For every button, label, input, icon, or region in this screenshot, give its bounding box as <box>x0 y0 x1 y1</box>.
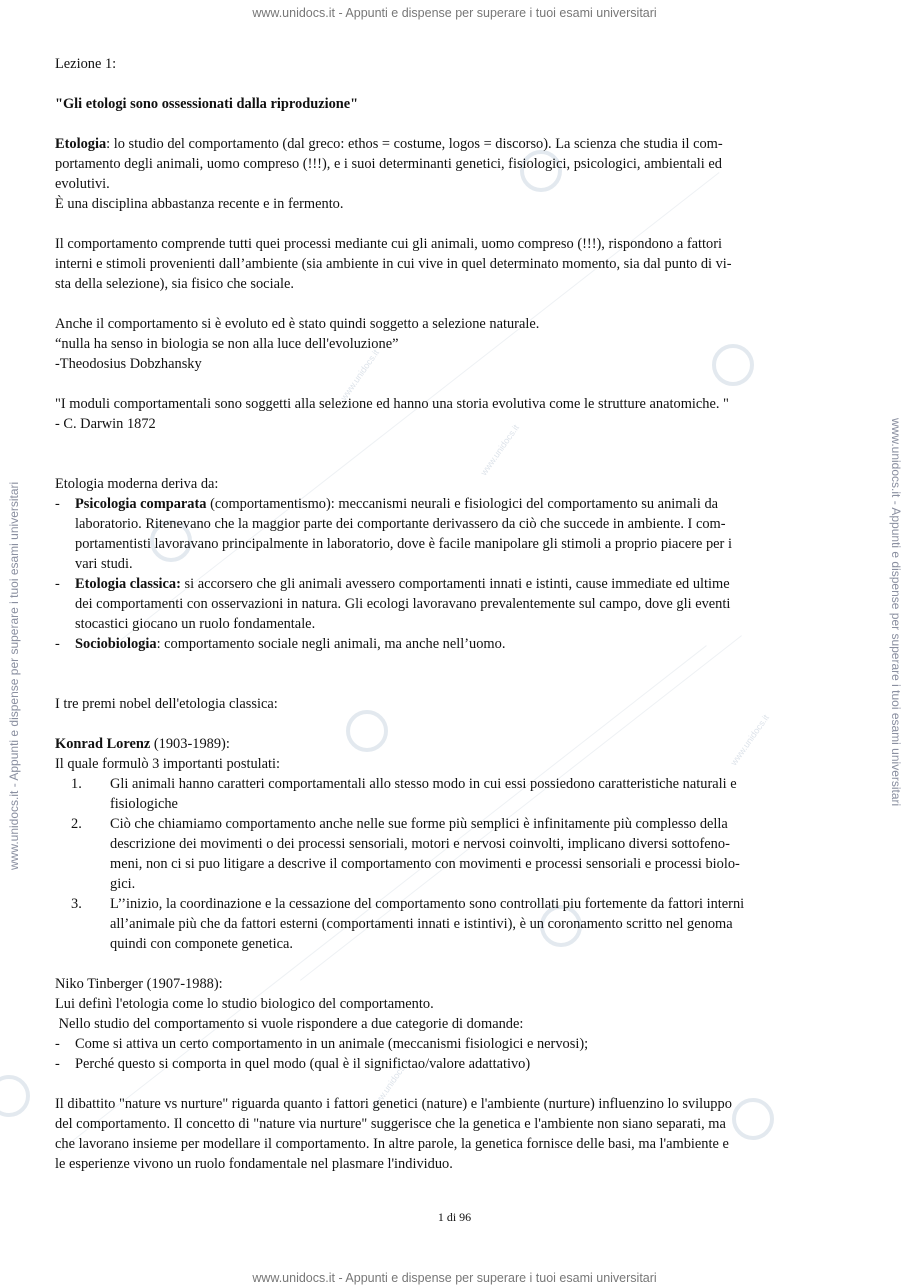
behaviour-text: Il comportamento comprende tutti quei processi mediante cui gli animali, uomo compreso (!!!), rispondono a fattori <box>55 236 722 252</box>
postulate-text: L’’inizio, la coordinazione e la cessazione del comportamento sono controllati piu fortemente da fattori interni <box>110 896 745 912</box>
term-psicologia-comparata: Psicologia comparata <box>75 496 207 512</box>
intro-text: È una disciplina abbastanza recente e in fermento. <box>55 196 344 212</box>
lorenz-intro: Il quale formulò 3 importanti postulati: <box>55 756 281 772</box>
lesson-label: Lezione 1: <box>55 56 117 72</box>
modern-intro: Etologia moderna deriva da: <box>55 476 219 492</box>
intro-text: portamento degli animali, uomo compreso (!!!), e i suoi determinanti genetici, fisiologici, psicologici, ambientali ed <box>55 156 722 172</box>
tinbergen-heading: Niko Tinberger (1907-1988): <box>55 976 223 992</box>
numbered-item-3 <box>55 894 855 954</box>
tinbergen-section <box>55 974 855 1074</box>
term-sociobiologia: Sociobiologia <box>75 636 157 652</box>
lesson-title <box>55 94 855 114</box>
darwin-quote: "I moduli comportamentali sono soggetti alla selezione ed hanno una storia evolutiva come le strutture anatomiche. " <box>55 396 729 412</box>
lorenz-section <box>55 734 855 954</box>
dash-bullet: - <box>55 1036 60 1052</box>
watermark-ghost-text: www.unidocs.it <box>338 347 381 403</box>
evolution-paragraph <box>55 314 855 374</box>
watermark-top: www.unidocs.it - Appunti e dispense per superare i tuoi esami universitari <box>252 6 657 20</box>
tinbergen-text: Nello studio del comportamento si vuole rispondere a due categorie di domande: <box>55 1016 524 1032</box>
lorenz-name: Konrad Lorenz <box>55 736 151 752</box>
darwin-quote-block <box>55 394 855 434</box>
postulate-text: Ciò che chiamiamo comportamento anche nelle sue forme più semplici è infinitamente più complesso della <box>110 816 728 832</box>
watermark-bottom: www.unidocs.it - Appunti e dispense per superare i tuoi esami universitari <box>252 1271 657 1285</box>
document-page <box>55 54 855 1174</box>
watermark-ghost-text: www.unidocs.it <box>368 1057 411 1113</box>
postulate-text: meni, non ci si puo litigare a descrive il comportamento con movimenti e processi sensoriali e processi biolo- <box>110 856 740 872</box>
evolution-text: Anche il comportamento si è evoluto ed è stato quindi soggetto a selezione naturale. <box>55 316 540 332</box>
question-text: Perché questo si comporta in quel modo (qual è il significtao/valore adattativo) <box>75 1056 531 1072</box>
bullet-text: (comportamentismo): meccanismi neurali e fisiologici del comportamento su animali da <box>206 496 719 512</box>
list-item-sociobiologia <box>55 634 855 654</box>
dash-bullet: - <box>55 1056 60 1072</box>
item-number: 1. <box>71 776 82 792</box>
lorenz-dates: (1903-1989): <box>150 736 230 752</box>
intro-paragraph <box>55 134 855 214</box>
postulate-text: descrizione dei movimenti o dei processi sensoriali, motori e nervosi coinvolti, implicano diversi sottofeno- <box>110 836 730 852</box>
nature-text: le esperienze vivono un ruolo fondamentale nel plasmare l'individuo. <box>55 1156 453 1172</box>
list-item-etologia-classica <box>55 574 855 634</box>
bullet-text: : comportamento sociale negli animali, ma anche nell’uomo. <box>156 636 506 652</box>
term-etologia-classica: Etologia classica: <box>75 576 181 592</box>
nature-text: Il dibattito "nature vs nurture" riguarda quanto i fattori genetici (nature) e l'ambiente (nurture) influenzino lo sviluppo <box>55 1096 732 1112</box>
bullet-text: stocastici giocano un ruolo fondamentale. <box>75 616 316 632</box>
postulate-text: fisiologiche <box>110 796 178 812</box>
postulate-text: Gli animali hanno caratteri comportamentali allo stesso modo in cui essi possiedono caratteristiche naturali e <box>110 776 737 792</box>
watermark-logo-icon <box>0 1075 30 1117</box>
item-number: 2. <box>71 816 82 832</box>
list-item-question-1 <box>55 1034 855 1054</box>
darwin-author: - C. Darwin 1872 <box>55 416 156 432</box>
numbered-item-1 <box>55 774 855 814</box>
dobzhansky-author: -Theodosius Dobzhansky <box>55 356 202 372</box>
behaviour-text: interni e stimoli provenienti dall’ambiente (sia ambiente in cui vive in quel determinato momento, sia dal punto di vi- <box>55 256 732 272</box>
watermark-right: www.unidocs.it - Appunti e dispense per superare i tuoi esami universitari <box>889 418 903 807</box>
modern-ethology-section <box>55 474 855 654</box>
nature-text: del comportamento. Il concetto di "nature via nurture" suggerisce che la genetica e l'ambiente non siano separati, ma <box>55 1116 726 1132</box>
term-etologia: Etologia <box>55 136 107 152</box>
dobzhansky-quote: “nulla ha senso in biologia se non alla luce dell'evoluzione” <box>55 336 399 352</box>
bullet-text: dei comportamenti con osservazioni in natura. Gli ecologi lavoravano prevalentemente sul campo, dove gli eventi <box>75 596 731 612</box>
list-item-question-2 <box>55 1054 855 1074</box>
dash-bullet: - <box>55 636 60 652</box>
question-text: Come si attiva un certo comportamento in un animale (meccanismi fisiologici e nervosi); <box>75 1036 589 1052</box>
page-number: 1 di 96 <box>437 1210 472 1224</box>
nature-text: che lavorano insieme per modellare il comportamento. In altre parole, la genetica fornisce delle basi, ma l'ambiente e <box>55 1136 729 1152</box>
watermark-left: www.unidocs.it - Appunti e dispense per superare i tuoi esami universitari <box>7 481 21 870</box>
postulate-text: quindi con componete genetica. <box>110 936 294 952</box>
postulate-text: gici. <box>110 876 136 892</box>
intro-text: : lo studio del comportamento (dal greco: ethos = costume, logos = discorso). La scienza che studia il com- <box>106 136 723 152</box>
watermark-ghost-text: www.unidocs.it <box>728 712 771 768</box>
bullet-text: portamentisti lavoravano principalmente in laboratorio, dove è facile manipolare gli stimoli a proprio piacere per i <box>75 536 732 552</box>
postulate-text: all’animale più che da fattori esterni (comportamenti innati e istintivi), è un coronamento scritto nel genoma <box>110 916 733 932</box>
lesson-title-text: "Gli etologi sono ossessionati dalla riproduzione" <box>55 96 359 112</box>
item-number: 3. <box>71 896 82 912</box>
watermark-ghost-text: www.unidocs.it <box>478 422 521 478</box>
bullet-text: vari studi. <box>75 556 133 572</box>
dash-bullet: - <box>55 576 60 592</box>
dash-bullet: - <box>55 496 60 512</box>
behaviour-paragraph <box>55 234 855 294</box>
numbered-item-2 <box>55 814 855 894</box>
bullet-text: si accorsero che gli animali avessero comportamenti innati e istinti, cause immediate ed ultime <box>180 576 730 592</box>
tinbergen-text: Lui definì l'etologia come lo studio biologico del comportamento. <box>55 996 434 1012</box>
intro-text: evolutivi. <box>55 176 110 192</box>
behaviour-text: sta della selezione), sia fisico che sociale. <box>55 276 294 292</box>
bullet-text: laboratorio. Ritenevano che la maggior parte dei comportante derivassero da ciò che succede in ambiente. I com- <box>75 516 726 532</box>
nobel-intro: I tre premi nobel dell'etologia classica: <box>55 696 278 712</box>
list-item-psicologia <box>55 494 855 574</box>
nature-nurture-paragraph <box>55 1094 855 1174</box>
